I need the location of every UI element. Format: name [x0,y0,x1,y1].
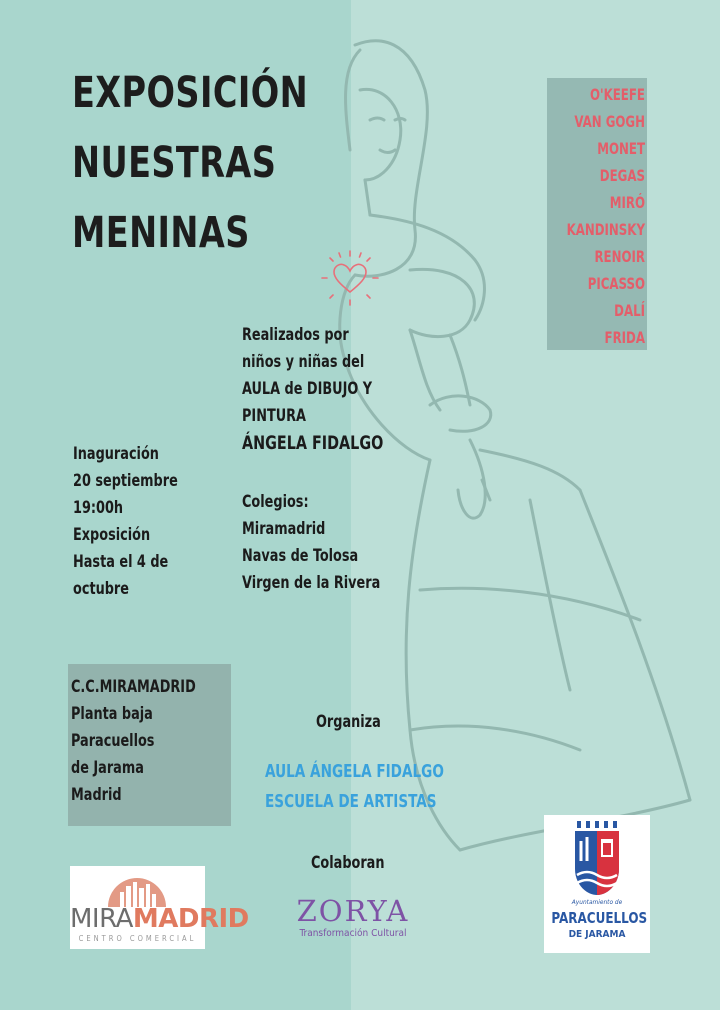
schools-heading: Colegios: [242,492,309,512]
venue-line: Madrid [71,785,122,805]
zorya-subtitle: Transformación Cultural [299,928,407,939]
venue-line: Planta baja [71,704,153,724]
organiza-label: Organiza [316,712,381,732]
artist-name: DEGAS [599,166,645,185]
paracuellos-name: PARACUELLOS [551,909,648,927]
miramadrid-wordmark [70,904,249,934]
paracuellos-shield-icon [573,819,621,897]
exhibition-until-month: octubre [73,579,129,599]
made-by-text [242,322,383,457]
exhibition-title [72,58,308,268]
title-line-2: NUESTRAS [72,138,277,188]
exhibition-until: Hasta el 4 de [73,552,169,572]
inauguration-date: 20 septiembre [73,471,178,491]
heart-icon [318,248,382,308]
artist-name: DALÍ [614,301,645,320]
artist-name: MIRÓ [609,193,645,212]
venue-line: C.C.MIRAMADRID [71,677,196,697]
inauguration-time: 19:00h [73,498,124,518]
inauguration-info [73,441,178,603]
miramadrid-word-madrid: MADRID [132,904,249,934]
organizer-line-1: AULA ÁNGELA FIDALGO [265,761,444,782]
organizer-line-2: ESCUELA DE ARTISTAS [265,791,437,812]
artist-name: PICASSO [587,274,645,293]
artists-list [547,78,647,350]
colaboran-label: Colaboran [311,853,385,873]
artist-name: RENOIR [594,247,645,266]
artist-name: KANDINSKY [566,220,645,239]
artist-name: VAN GOGH [574,112,645,131]
made-by-line: niños y niñas del [242,352,365,372]
exhibition-label: Exposición [73,525,151,545]
venue-address [71,674,196,809]
teacher-name: ÁNGELA FIDALGO [242,432,384,454]
paracuellos-ayuntamiento: Ayuntamiento de [571,898,623,906]
miramadrid-word-mira: MIRA [70,904,133,934]
venue-line: de Jarama [71,758,144,778]
miramadrid-subtitle: CENTRO COMERCIAL [78,934,197,943]
title-line-3: MENINAS [72,208,250,258]
school-item: Navas de Tolosa [242,546,359,566]
colaboran-heading [311,850,385,877]
inauguration-label: Inaguración [73,444,159,464]
made-by-line: AULA de DIBUJO Y [242,379,373,399]
made-by-line: PINTURA [242,406,306,426]
zorya-logo [283,896,423,940]
zorya-wordmark: ZORYA [296,894,410,928]
paracuellos-subtitle: DE JARAMA [568,929,626,940]
miramadrid-logo [70,866,249,949]
made-by-line: Realizados por [242,325,349,345]
artist-name: O'KEEFE [589,85,645,104]
venue-line: Paracuellos [71,731,155,751]
venue-box [68,664,231,826]
artist-name: MONET [597,139,645,158]
school-item: Miramadrid [242,519,326,539]
miramadrid-skyline-icon [106,870,168,908]
artist-name: FRIDA [604,328,645,347]
organizer-name [265,757,444,817]
organiza-heading [316,709,381,736]
paracuellos-logo [544,815,650,953]
school-item: Virgen de la Rivera [242,573,381,593]
title-line-1: EXPOSICIÓN [72,68,309,118]
schools-list [242,489,380,597]
